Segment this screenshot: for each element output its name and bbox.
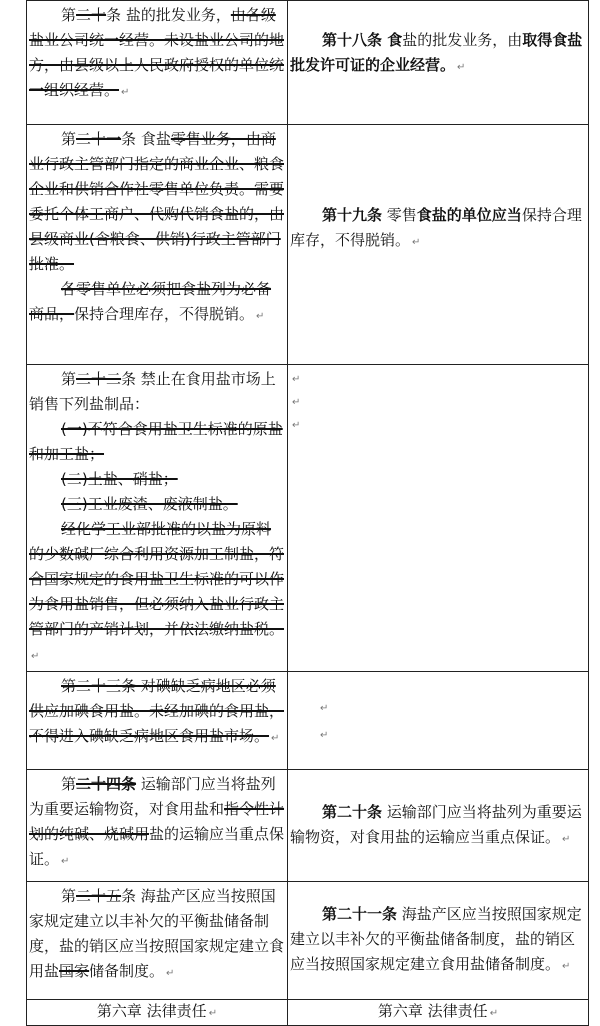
chapter-row (27, 1000, 589, 1026)
chapter-heading-old: 第六章 法律责任 ↵ (27, 1000, 288, 1026)
old-article-21: 第二十一条 食盐零售业务，由商业行政主管部门指定的商业企业、粮食企业和供销合作社零售单位负责。需要委托个体工商户、代购代销食盐的，由县级商业(含粮食、供销)行政主管部门批准。 各零售单位必须把食盐列为必备商品，保持合理库存，不得脱销。 ↵ (27, 125, 288, 365)
new-empty-cell: ↵ ↵ ↵ (288, 365, 589, 672)
new-article-19: 第十九条 零售食盐的单位应当保持合理库存，不得脱销。 ↵ (288, 125, 589, 365)
table-row (27, 672, 589, 770)
old-article-22: 第二十二条 禁止在食用盐市场上销售下列盐制品： (一)不符合食用盐卫生标准的原盐和加工盐； (二)土盐、硝盐； (三)工业废渣、废液制盐。 经化学工业部批准的以盐为原料的少数碱厂综合利用资源加工制盐，符合国家规定的食用盐卫生标准的可以作为食用盐销售，但必须纳入盐业行政主管部门的产销计划，并依法缴纳盐税。↵ (27, 365, 288, 672)
table-row (27, 365, 589, 672)
old-article-24: 第二十四条 运输部门应当将盐列为重要运输物资，对食用盐和指令性计划的纯碱、烧碱用盐的运输应当重点保证。 ↵ (27, 770, 288, 882)
law-comparison-table (26, 0, 589, 1026)
chapter-heading-new: 第六章 法律责任 ↵ (288, 1000, 589, 1026)
old-article-23: 第二十三条 对碘缺乏病地区必须供应加碘食用盐。未经加碘的食用盐，不得进入碘缺乏病地区食用盐市场。 ↵ (27, 672, 288, 770)
old-article-20: 第二十条 盐的批发业务，由各级盐业公司统一经营。未设盐业公司的地方，由县级以上人民政府授权的单位统一组织经营。 ↵ (27, 1, 288, 125)
table-row (27, 1, 589, 125)
table-row (27, 770, 589, 882)
table-row (27, 882, 589, 1000)
new-article-20: 第二十条 运输部门应当将盐列为重要运输物资，对食用盐的运输应当重点保证。 ↵ (288, 770, 589, 882)
table-row (27, 125, 589, 365)
new-article-18: 第十八条 食盐的批发业务，由取得食盐批发许可证的企业经营。 ↵ (288, 1, 589, 125)
new-article-21: 第二十一条 海盐产区应当按照国家规定建立以丰补欠的平衡盐储备制度，盐的销区应当按照国家规定建立食用盐储备制度。 ↵ (288, 882, 589, 1000)
new-empty-cell: ↵ ↵ (288, 672, 589, 770)
old-article-25: 第二十五条 海盐产区应当按照国家规定建立以丰补欠的平衡盐储备制度，盐的销区应当按照国家规定建立食用盐国家储备制度。 ↵ (27, 882, 288, 1000)
